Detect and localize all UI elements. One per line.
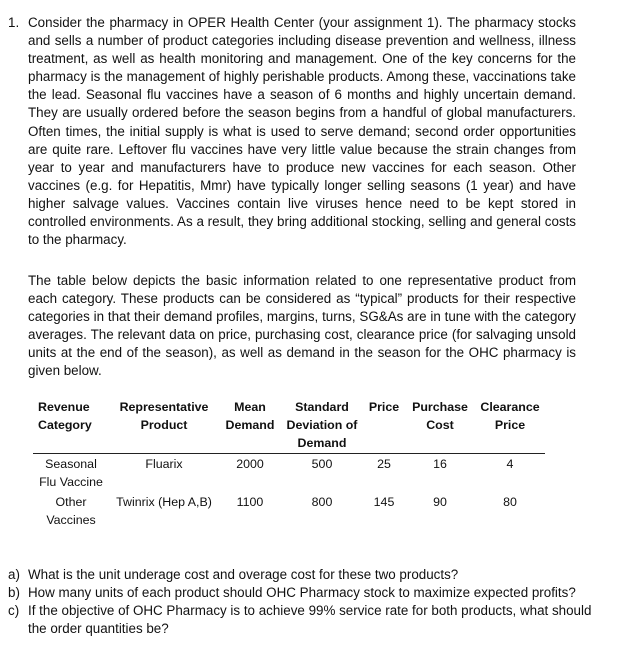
cell-product: Twinrix (Hep A,B)	[116, 495, 212, 509]
cell-price: 25	[377, 457, 391, 471]
sub-question-text: What is the unit underage cost and overage cost for these two products?	[28, 567, 459, 582]
sub-question-list	[8, 566, 608, 638]
question-number: 1.	[8, 15, 20, 30]
sub-question-label: b)	[8, 585, 20, 600]
product-data-table	[33, 397, 545, 530]
header-clearance-price: Clearance Price	[480, 400, 540, 432]
sub-question-a	[8, 566, 608, 584]
header-price: Price	[368, 400, 400, 414]
cell-product: Fluarix	[145, 457, 183, 471]
cell-sd: 800	[311, 495, 333, 509]
sub-question-text: How many units of each product should OHC Pharmacy stock to maximize expected profits?	[28, 585, 576, 600]
sub-question-c	[8, 602, 608, 638]
table-header-row	[33, 397, 545, 454]
header-mean-demand: Mean Demand	[225, 400, 275, 432]
sub-question-b	[8, 584, 608, 602]
cell-price: 145	[373, 495, 395, 509]
header-purchase-cost: Purchase Cost	[412, 400, 468, 432]
cell-category: Other Vaccines	[46, 495, 96, 527]
sub-question-text: If the objective of OHC Pharmacy is to achieve 99% service rate for both products, what should the order quantities be?	[28, 603, 592, 636]
cell-mean: 2000	[236, 457, 264, 471]
table-row	[33, 492, 545, 530]
header-revenue-category: Revenue Category	[38, 400, 92, 432]
intro-paragraph: Consider the pharmacy in OPER Health Center (your assignment 1). The pharmacy stocks and sells a number of product categories including disease prevention and wellness, illness treatment, as well as health monitoring and management. One of the key concerns for the pharmacy is the management of highly perishable products. Among these, vaccinations take the lead. Seasonal flu vaccines have a season of 6 months and highly uncertain demand. They are usually ordered before the season begins from a handful of global manufacturers. Often times, the initial supply is what is used to serve demand; second order opportunities are quite rare. Leftover flu vaccines have very little value because the strain changes from year to year and manufacturers have to produce new vaccines for each season. Other vaccines (e.g. for Hepatitis, Mmr) have typically longer selling seasons (1 year) and have higher salvage values. Vaccines contain live viruses hence need to be kept stored in controlled environments. As a result, they bring additional stocking, selling and general costs to the pharmacy.	[28, 15, 576, 248]
cell-cost: 90	[433, 495, 447, 509]
cell-cost: 16	[433, 457, 447, 471]
header-representative-product: Representative Product	[119, 400, 209, 432]
cell-clearance: 4	[506, 457, 514, 471]
sub-question-label: c)	[8, 603, 20, 618]
sub-question-label: a)	[8, 567, 20, 582]
cell-clearance: 80	[503, 495, 517, 509]
cell-category: Seasonal Flu Vaccine	[39, 457, 103, 489]
cell-mean: 1100	[236, 495, 264, 509]
cell-sd: 500	[311, 457, 333, 471]
table-row	[33, 454, 545, 493]
table-description-paragraph: The table below depicts the basic information related to one representative product from each category. These products can be considered as “typical” products for their respective categories in that their demand profiles, margins, turns, SG&As are in tune with the category averages. The relevant data on price, purchasing cost, clearance price (for salvaging unsold units at the end of the season), as well as demand in the season for the OHC pharmacy is given below.	[28, 273, 576, 379]
header-standard-deviation: Standard Deviation of Demand	[286, 400, 358, 450]
